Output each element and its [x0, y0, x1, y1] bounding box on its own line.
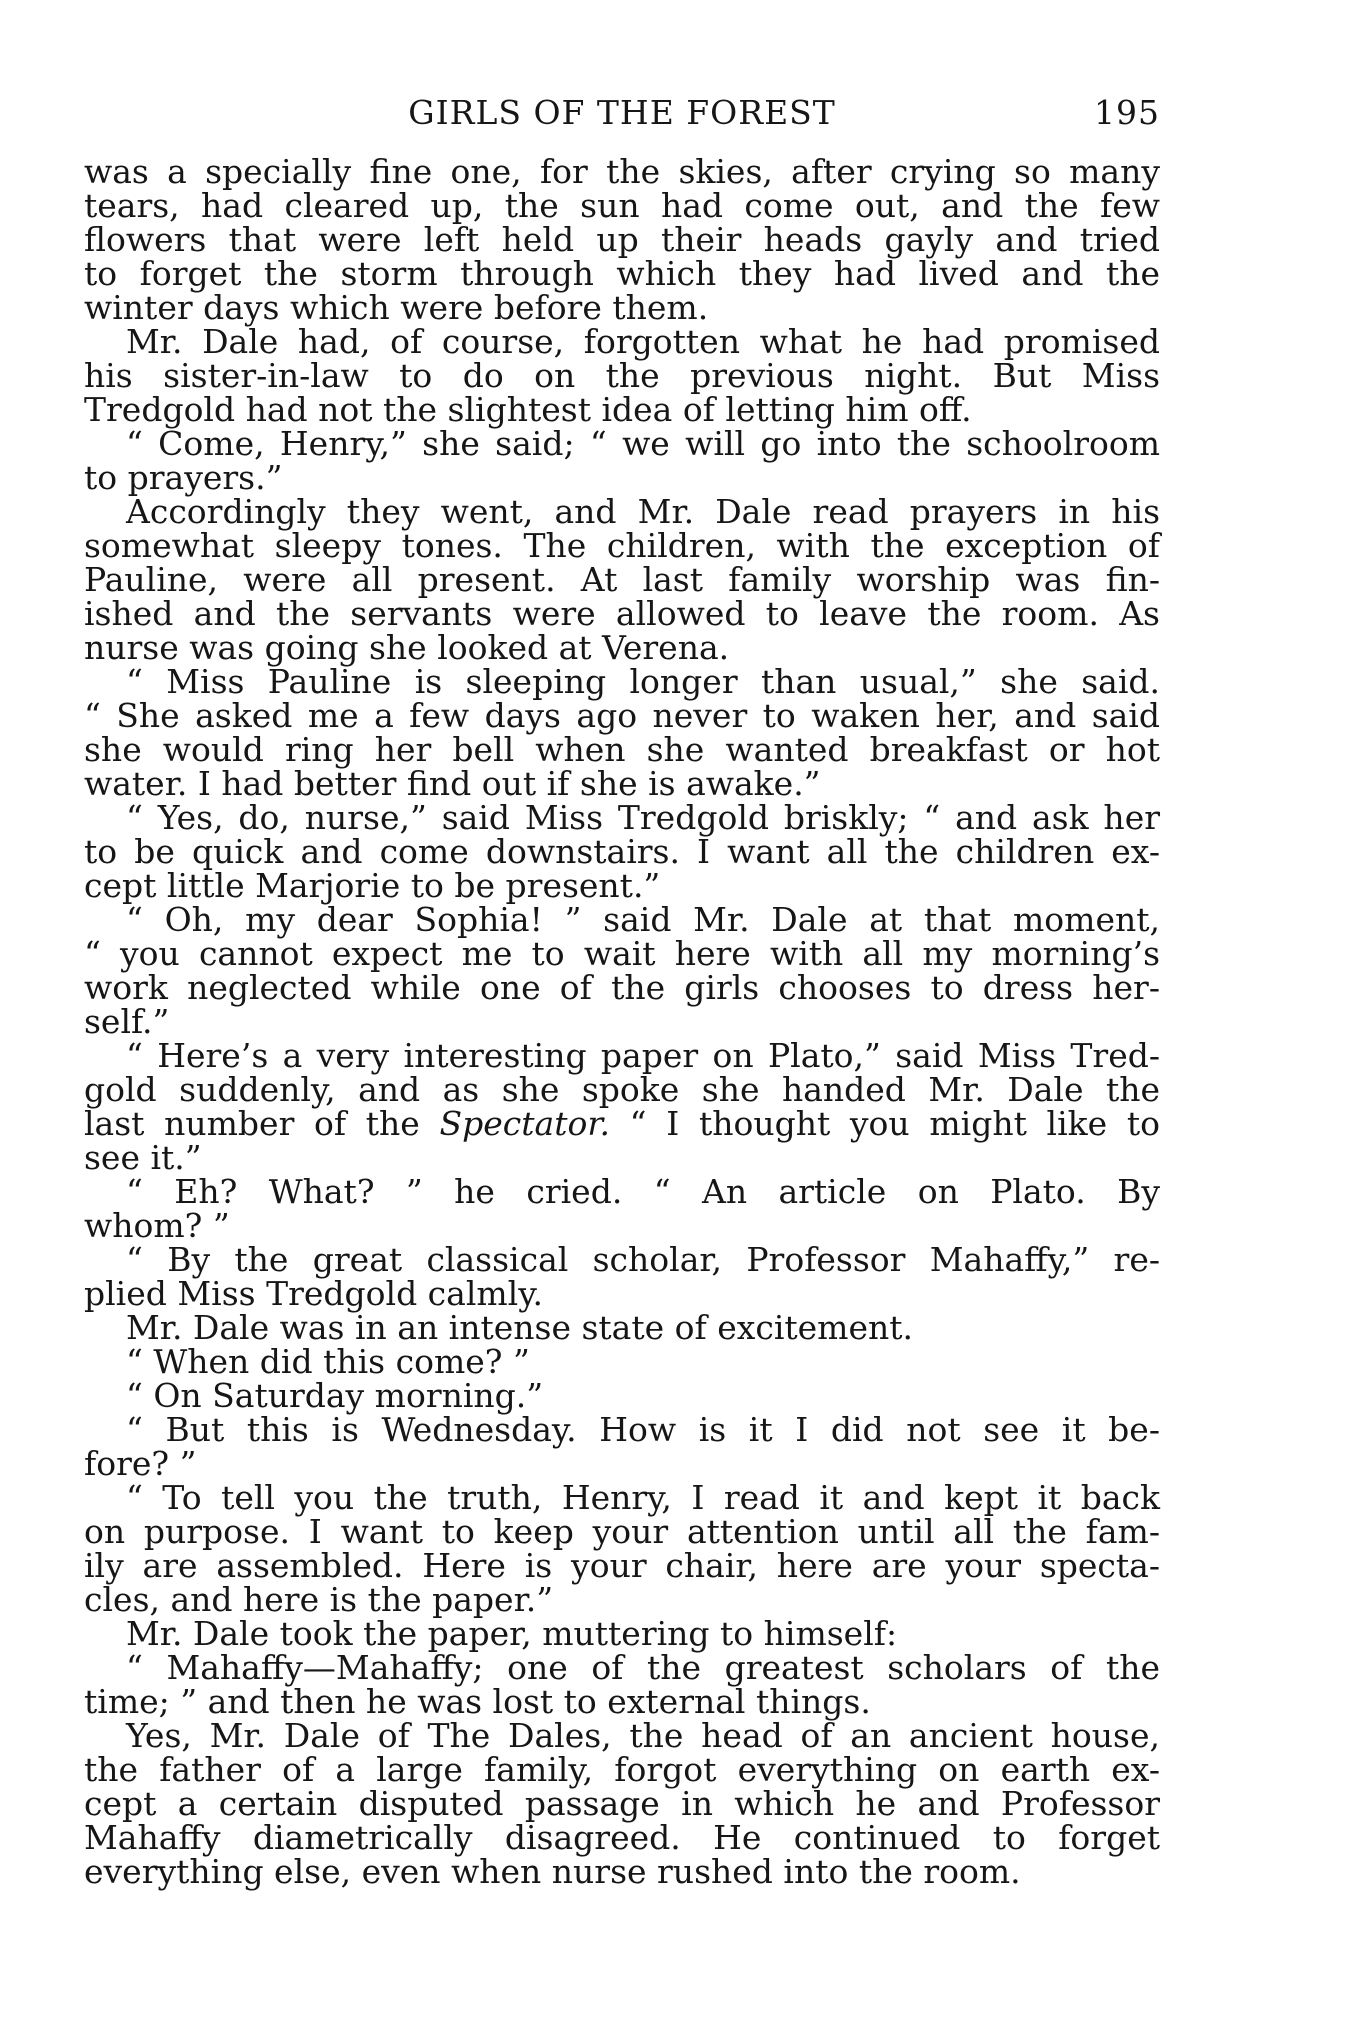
- text-line: Mr. Dale had, of course, forgotten what he had promised: [126, 322, 1160, 361]
- text-line: Yes, Mr. Dale of The Dales, the head of an ancient house,: [126, 1716, 1160, 1755]
- text-line: see it.”: [84, 1138, 202, 1177]
- text-line: the father of a large family, forgot everything on earth ex-: [84, 1750, 1160, 1789]
- text-line: to be quick and come downstairs. I want all the children ex-: [84, 832, 1160, 871]
- text-line: somewhat sleepy tones. The children, with the exception of: [84, 526, 1160, 565]
- text-line: “ She asked me a few days ago never to waken her, and said: [84, 696, 1160, 735]
- text-line: cles, and here is the paper.”: [84, 1580, 554, 1619]
- text-line: cept little Marjorie to be present.”: [84, 866, 661, 905]
- text-line: on purpose. I want to keep your attention until all the fam-: [84, 1512, 1160, 1551]
- text-line: [84, 1104, 1160, 1143]
- text-line: Tredgold had not the slightest idea of letting him off.: [84, 390, 972, 429]
- text-line: “ Mahaffy—Mahaffy; one of the greatest scholars of the: [126, 1648, 1160, 1687]
- text-line-segment: “ I thought you might like to: [609, 1104, 1160, 1143]
- text-line: gold suddenly, and as she spoke she handed Mr. Dale the: [84, 1070, 1160, 1109]
- text-line: work neglected while one of the girls chooses to dress her-: [84, 968, 1160, 1007]
- text-line: winter days which were before them.: [84, 288, 709, 327]
- text-line: tears, had cleared up, the sun had come out, and the few: [84, 186, 1160, 225]
- periodical-title: Spectator.: [439, 1104, 610, 1143]
- text-line: “ By the great classical scholar, Professor Mahaffy,” re-: [126, 1240, 1160, 1279]
- text-line: she would ring her bell when she wanted breakfast or hot: [84, 730, 1160, 769]
- text-line: cept a certain disputed passage in which he and Professor: [84, 1784, 1160, 1823]
- text-line: Pauline, were all present. At last family worship was fin-: [84, 560, 1160, 599]
- text-line: ished and the servants were allowed to leave the room. As: [84, 594, 1160, 633]
- text-line: Mr. Dale took the paper, muttering to himself:: [126, 1614, 898, 1653]
- text-line: ily are assembled. Here is your chair, here are your specta-: [84, 1546, 1160, 1585]
- text-line: “ Yes, do, nurse,” said Miss Tredgold briskly; “ and ask her: [126, 798, 1160, 837]
- text-line: nurse was going she looked at Verena.: [84, 628, 730, 667]
- text-line-segment: last number of the: [84, 1104, 440, 1143]
- text-line: was a specially fine one, for the skies, after crying so many: [84, 152, 1160, 191]
- body-text: [84, 152, 1160, 1891]
- text-line: to prayers.”: [84, 458, 283, 497]
- text-line: “ On Saturday morning.”: [126, 1376, 544, 1415]
- text-line: Mahaffy diametrically disagreed. He continued to forget: [84, 1818, 1160, 1857]
- text-line: everything else, even when nurse rushed into the room.: [84, 1852, 1021, 1891]
- text-line: self.”: [84, 1002, 170, 1041]
- running-title: GIRLS OF THE FOREST: [408, 93, 836, 132]
- text-line: flowers that were left held up their heads gayly and tried: [84, 220, 1160, 259]
- text-line: “ Eh? What? ” he cried. “ An article on Plato. By: [126, 1172, 1160, 1211]
- text-line: “ To tell you the truth, Henry, I read it and kept it back: [126, 1478, 1160, 1517]
- text-line: “ When did this come? ”: [126, 1342, 530, 1381]
- text-line: whom? ”: [84, 1206, 230, 1245]
- text-line: Mr. Dale was in an intense state of excitement.: [126, 1308, 914, 1347]
- text-line: time; ” and then he was lost to external things.: [84, 1682, 871, 1721]
- text-line: “ Miss Pauline is sleeping longer than usual,” she said.: [126, 662, 1160, 701]
- text-line: “ you cannot expect me to wait here with all my morning’s: [84, 934, 1160, 973]
- text-line: plied Miss Tredgold calmly.: [84, 1274, 543, 1313]
- text-line: “ Here’s a very interesting paper on Plato,” said Miss Tred-: [126, 1036, 1160, 1075]
- text-line: “ But this is Wednesday. How is it I did not see it be-: [126, 1410, 1160, 1449]
- text-line: his sister-in-law to do on the previous night. But Miss: [84, 356, 1160, 395]
- text-line: Accordingly they went, and Mr. Dale read prayers in his: [126, 492, 1160, 531]
- text-line: to forget the storm through which they had lived and the: [84, 254, 1160, 293]
- text-line: “ Oh, my dear Sophia! ” said Mr. Dale at that moment,: [126, 900, 1160, 939]
- text-line: fore? ”: [84, 1444, 197, 1483]
- page-number: 195: [1094, 93, 1160, 132]
- text-line: water. I had better find out if she is awake.”: [84, 764, 821, 803]
- running-head: [84, 93, 1160, 133]
- text-line: “ Come, Henry,” she said; “ we will go into the schoolroom: [126, 424, 1160, 463]
